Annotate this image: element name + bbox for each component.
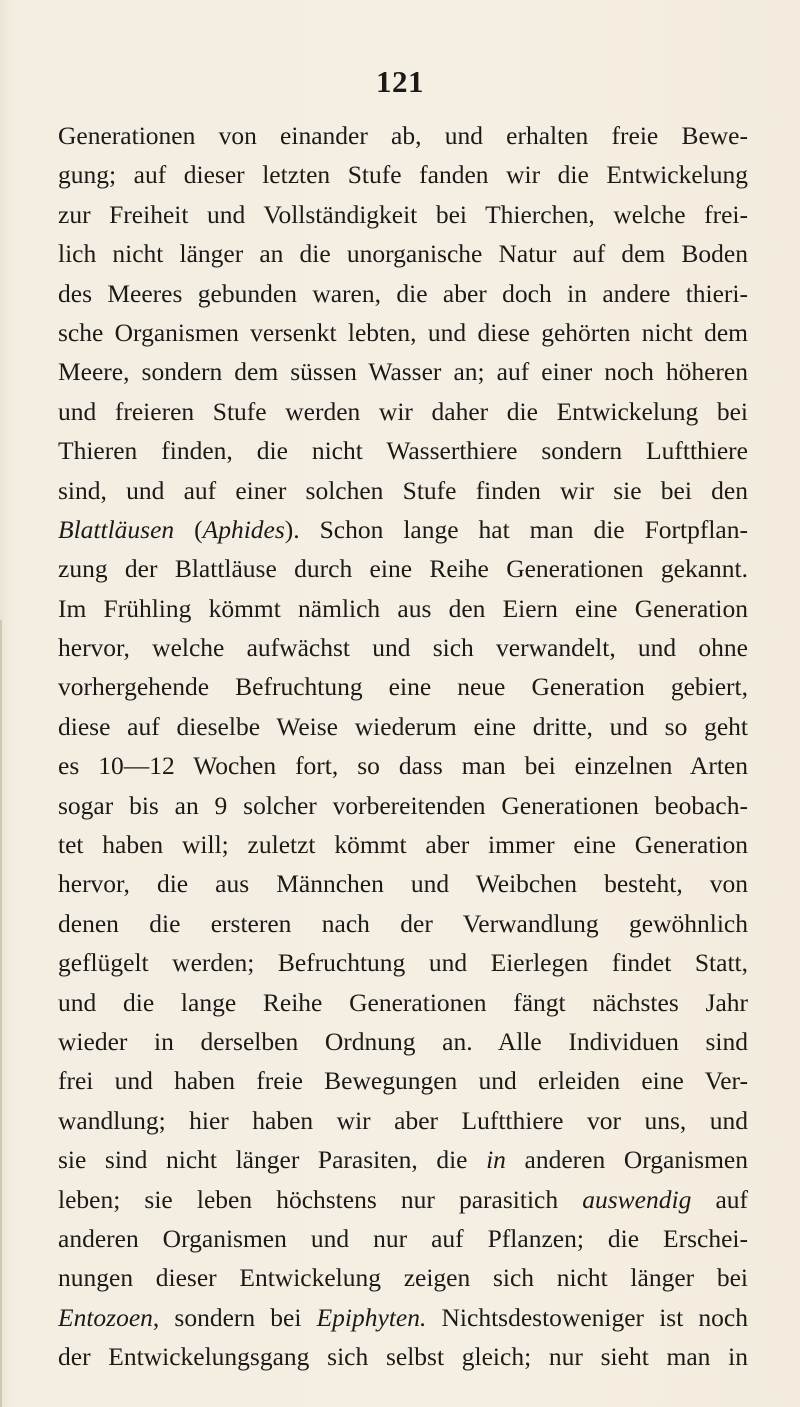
text-line bbox=[58, 943, 748, 982]
text-run: Im Frühling kömmt nämlich aus den Eiern eine Generation bbox=[58, 593, 748, 623]
text-line bbox=[58, 904, 748, 943]
text-run: hervor, die aus Männchen und Weibchen besteht, von bbox=[58, 869, 748, 899]
text-run: ( bbox=[174, 514, 203, 544]
text-run: des Meeres gebunden waren, die aber doch in andere thieri- bbox=[58, 278, 748, 308]
text-run: zung der Blattläuse durch eine Reihe Generationen gekannt. bbox=[58, 554, 748, 584]
text-run: , sondern bei bbox=[152, 1302, 317, 1332]
text-line bbox=[58, 707, 748, 746]
text-run: und die lange Reihe Generationen fängt nächstes Jahr bbox=[58, 987, 748, 1017]
text-line bbox=[58, 1298, 748, 1337]
italic-text: Blattläusen bbox=[58, 514, 175, 544]
text-line bbox=[58, 1258, 748, 1297]
text-run: ). Schon lange hat man die Fortpflan- bbox=[284, 514, 748, 544]
text-line bbox=[58, 431, 748, 470]
italic-text: auswendig bbox=[582, 1184, 692, 1214]
text-run: geflügelt werden; Befruchtung und Eierlegen findet Statt, bbox=[58, 948, 748, 978]
text-run: gung; auf dieser letzten Stufe fanden wir die Entwickelung bbox=[58, 160, 748, 190]
text-line bbox=[58, 234, 748, 273]
text-run: lich nicht länger an die unorganische Natur auf dem Boden bbox=[58, 239, 748, 269]
text-line bbox=[58, 667, 748, 706]
text-run: sie sind nicht länger Parasiten, die bbox=[58, 1145, 487, 1175]
text-line bbox=[58, 549, 748, 588]
text-run: nungen dieser Entwickelung zeigen sich nicht länger bei bbox=[58, 1263, 748, 1293]
text-line bbox=[58, 786, 748, 825]
text-line bbox=[58, 1022, 748, 1061]
text-line bbox=[58, 864, 748, 903]
text-line bbox=[58, 352, 748, 391]
text-run: wieder in derselben Ordnung an. Alle Individuen sind bbox=[58, 1026, 748, 1056]
italic-text: Epiphyten. bbox=[316, 1302, 427, 1332]
page-gutter-shadow bbox=[0, 620, 2, 1407]
text-line bbox=[58, 392, 748, 431]
text-line bbox=[58, 116, 748, 155]
text-line bbox=[58, 471, 748, 510]
text-line bbox=[58, 1337, 748, 1376]
text-line bbox=[58, 1219, 748, 1258]
text-run: Meere, sondern dem süssen Wasser an; auf einer noch höheren bbox=[58, 357, 748, 387]
text-line bbox=[58, 510, 748, 549]
italic-text: Entozoen bbox=[58, 1302, 153, 1332]
text-line bbox=[58, 1061, 748, 1100]
text-run: zur Freiheit und Vollständigkeit bei Thierchen, welche frei- bbox=[58, 199, 748, 229]
text-run: denen die ersteren nach der Verwandlung gewöhnlich bbox=[58, 908, 748, 938]
text-line bbox=[58, 274, 748, 313]
text-run: Generationen von einander ab, und erhalten freie Bewe- bbox=[58, 121, 748, 150]
text-line bbox=[58, 589, 748, 628]
text-run: es 10—12 Wochen fort, so dass man bei einzelnen Arten bbox=[58, 751, 748, 781]
text-run: auf bbox=[691, 1184, 748, 1214]
text-line bbox=[58, 313, 748, 352]
text-line bbox=[58, 1140, 748, 1179]
text-line bbox=[58, 1180, 748, 1219]
text-run: frei und haben freie Bewegungen und erleiden eine Ver- bbox=[58, 1066, 748, 1096]
text-run: vorhergehende Befruchtung eine neue Generation gebiert, bbox=[58, 672, 748, 702]
text-run: anderen Organismen und nur auf Pflanzen; die Erschei- bbox=[58, 1223, 748, 1253]
text-line bbox=[58, 628, 748, 667]
text-line bbox=[58, 746, 748, 785]
text-run: sche Organismen versenkt lebten, und diese gehörten nicht dem bbox=[58, 317, 748, 347]
text-run: sogar bis an 9 solcher vorbereitenden Generationen beobach- bbox=[58, 790, 748, 820]
text-line bbox=[58, 155, 748, 194]
text-line bbox=[58, 983, 748, 1022]
text-run: wandlung; hier haben wir aber Luftthiere vor uns, und bbox=[58, 1105, 748, 1135]
text-run: Thieren finden, die nicht Wasserthiere sondern Luftthiere bbox=[58, 436, 748, 466]
text-line bbox=[58, 1101, 748, 1140]
text-run: anderen Organismen bbox=[505, 1145, 748, 1175]
text-run: Nichtsdestoweniger ist noch bbox=[426, 1302, 748, 1332]
text-run: sind, und auf einer solchen Stufe finden wir sie bei den bbox=[58, 475, 748, 505]
text-run: und freieren Stufe werden wir daher die Entwickelung bei bbox=[58, 396, 748, 426]
text-run: hervor, welche aufwächst und sich verwandelt, und ohne bbox=[58, 633, 748, 663]
text-run: tet haben will; zuletzt kömmt aber immer eine Generation bbox=[58, 830, 748, 860]
text-line bbox=[58, 825, 748, 864]
italic-text: Aphides bbox=[202, 514, 285, 544]
text-run: diese auf dieselbe Weise wiederum eine dritte, und so geht bbox=[58, 711, 748, 741]
text-line bbox=[58, 195, 748, 234]
italic-text: in bbox=[486, 1145, 506, 1175]
body-text bbox=[58, 116, 748, 1377]
text-run: leben; sie leben höchstens nur parasitich bbox=[58, 1184, 583, 1214]
text-run: der Entwickelungsgang sich selbst gleich; nur sieht man in bbox=[58, 1342, 748, 1372]
page-number: 121 bbox=[376, 64, 424, 99]
